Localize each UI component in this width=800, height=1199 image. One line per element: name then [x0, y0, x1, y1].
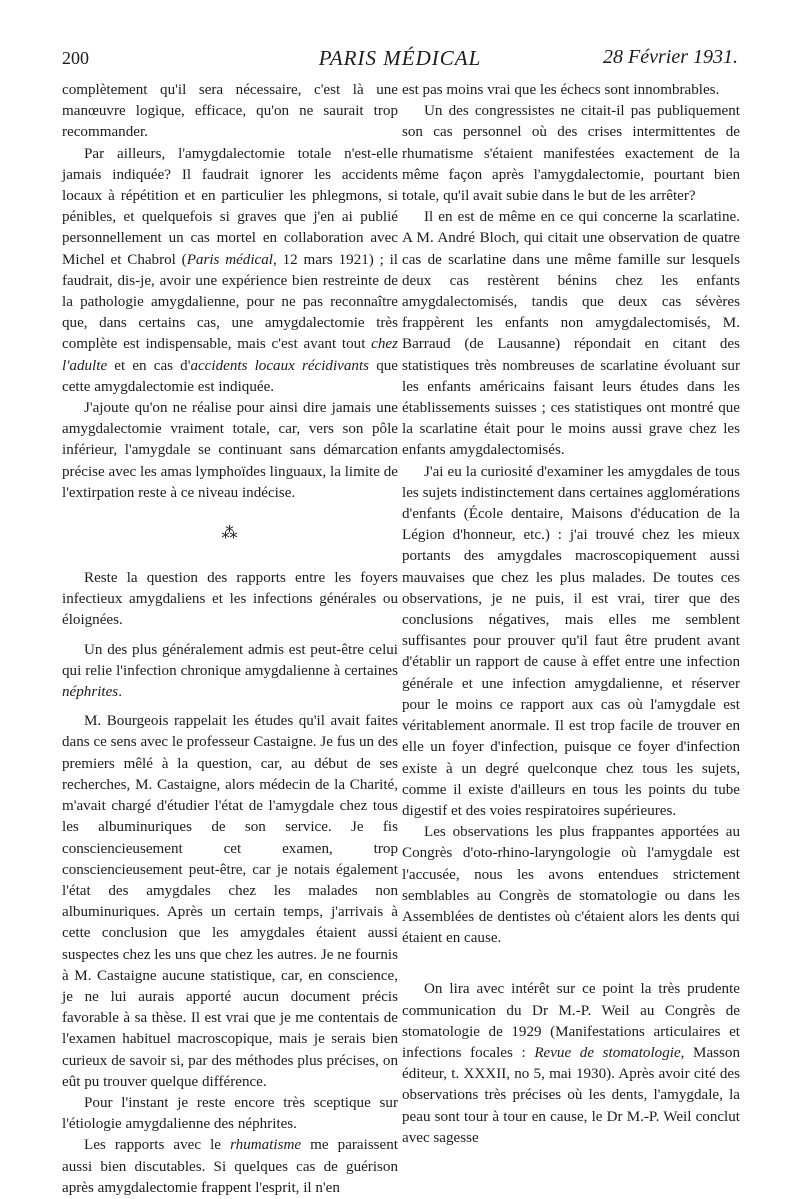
- paragraph: Il en est de même en ce qui concerne la scarlatine. A M. André Bloch, qui citait une observation de quatre cas de scarlatine dans une même famille sur lesquels deux cas restèrent bénins chez les enfants amygdalectomisés, tandis que deux cas sévères frappèrent les enfants non amygdalectomisés, M. Barraud (de Lausanne) répondait en citant des statistiques très nombreuses de scarlatine évoluant sur les enfants américains faisant leurs études dans les établissements suisses ; ces statistiques ont montré que la scarlatine était pour le moins aussi grave chez les enfants amygdalectomisés.: [402, 209, 740, 459]
- paragraph: est pas moins vrai que les échecs sont innombrables.: [402, 82, 720, 98]
- page-header: [62, 46, 738, 76]
- paragraph: Un des congressistes ne citait-il pas publiquement son cas personnel où des crises intermittentes de rhumatisme s'étaient manifestées exactement de la même façon après l'amygdalectomie, pourtant bien totale, qu'il avait subie dans le but de les arrêter?: [402, 103, 740, 205]
- paragraph: M. Bourgeois rappelait les études qu'il avait faites dans ce sens avec le professeur Castaigne. Je fus un des premiers mêlé à la question, car, au début de ses recherches, M. Castaigne, alors médecin de la Charité, m'avait chargé d'étudier l'état de l'amygdale chez tous les albuminuriques de son service. Je fis consciencieusement cet examen, trop consciencieusement peut-être, car je notais également l'état des amygdales chez les malades non albuminuriques. Après un certain temps, j'arrivais à cette conclusion que les amygdales étaient aussi suspectes chez les uns que chez les autres. Je ne fournis à M. Castaigne aucune statistique, car, en conscience, je ne lui aurais apporté aucun document précis favorable à sa thèse. Il est vrai que je me contentais de l'examen habituel macroscopique, mais je serais bien curieux de savoir si, par des méthodes plus précises, on eût pu trouver quelque différence.: [62, 713, 398, 1090]
- paragraph: Pour l'instant je reste encore très sceptique sur l'étiologie amygdalienne des néphrites.: [62, 1094, 398, 1133]
- right-column: [402, 80, 740, 1149]
- paragraph: On lira avec intérêt sur ce point la très prudente communication du Dr M.-P. Weil au Congrès de stomatologie de 1929 (Manifestations articulaires et infections focales : Revue de stomatologie, Masson éditeur, t. XXXII, no 5, mai 1930). Après avoir cité des observations très précises où les dents, l'amygdale, la peau sont tour à tour en cause, le Dr M.-P. Weil conclut avec sagesse: [402, 981, 740, 1146]
- paragraph: J'ai eu la curiosité d'examiner les amygdales de tous les sujets indistinctement dans certaines agglomérations d'enfants (École dentaire, Maisons d'éducation de la Légion d'honneur, etc.) : j'ai trouvé chez les mieux portants des amygdales macroscopiquement aussi mauvaises que chez les plus malades. De toutes ces observations, je ne puis, il est vrai, tirer que des conclusions négatives, mais elles me semblent suffisantes pour prouver qu'il faut être prudent avant d'établir un rapport de cause à effet entre une infection générale et une infection amygdalienne, et réserver pour le moins ce rapport aux cas où l'amygdale est véritablement anormale. Il est trop facile de trouver en elle un foyer d'infection, puisque ce foyer d'infection existe à un degré quelconque chez tous les sujets, comme il existe d'ailleurs en tous les points du tube digestif et des voies respiratoires supérieures.: [402, 463, 740, 819]
- citation-reference: Revue de stomatologie: [534, 1044, 681, 1061]
- left-column: [62, 80, 398, 1199]
- issue-date: 28 Février 1931.: [603, 46, 738, 68]
- paragraph: Par ailleurs, l'amygdalectomie totale n'est-elle jamais indiquée? Il faudrait ignorer les accidents locaux à répétition et en particulier les phlegmons, si pénibles, et quelquefois si graves que j'en ai publié personnellement un cas mortel en collaboration avec Michel et Chabrol (Paris médical, 12 mars 1921) ; il faudrait, dis-je, avoir une expérience bien restreinte de la pathologie amygdalienne, pour ne pas reconnaître que, dans certains cas, une amygdalectomie très complète est indispensable, mais c'est avant tout chez l'adulte et en cas d'accidents locaux récidivants que cette amygdalectomie est indiquée.: [62, 145, 398, 395]
- paragraph: J'ajoute qu'on ne réalise pour ainsi dire jamais une amygdalectomie vraiment totale, car, vers son pôle inférieur, l'amygdale se continuant sans démarcation précise avec les amas lymphoïdes linguaux, la limite de l'extirpation reste à ce niveau indécise.: [62, 400, 398, 501]
- paragraph: Un des plus généralement admis est peut-être celui qui relie l'infection chronique amygdalienne à certaines néphrites.: [62, 641, 398, 701]
- citation-reference: Paris médical: [186, 251, 273, 268]
- emphasis: chez l'adulte: [62, 336, 398, 374]
- journal-title: PARIS MÉDICAL: [318, 46, 482, 70]
- paragraph: Les observations les plus frappantes apportées au Congrès d'oto-rhino-laryngologie où l'amygdale est l'accusée, nous les avons entendues strictement semblables au Congrès de stomatologie ou dans les Assemblées de dentistes où c'étaient alors les dents qui étaient en cause.: [402, 824, 740, 947]
- emphasis: néphrites: [62, 684, 119, 701]
- paragraph: complètement qu'il sera nécessaire, c'est là une manœuvre logique, efficace, qu'on ne saurait trop recommander.: [62, 82, 398, 141]
- emphasis: rhumatisme: [230, 1137, 302, 1154]
- page-number: 200: [62, 48, 89, 68]
- paragraph: Les rapports avec le rhumatisme me paraissent aussi bien discutables. Si quelques cas de guérison après amygdalectomie frappent l'esprit, il n'en: [62, 1137, 399, 1196]
- emphasis: accidents locaux récidivants: [190, 357, 370, 374]
- section-ornament: ⁂: [221, 525, 239, 543]
- paragraph: Reste la question des rapports entre les foyers infectieux amygdaliens et les infections générales ou éloignées.: [62, 570, 398, 629]
